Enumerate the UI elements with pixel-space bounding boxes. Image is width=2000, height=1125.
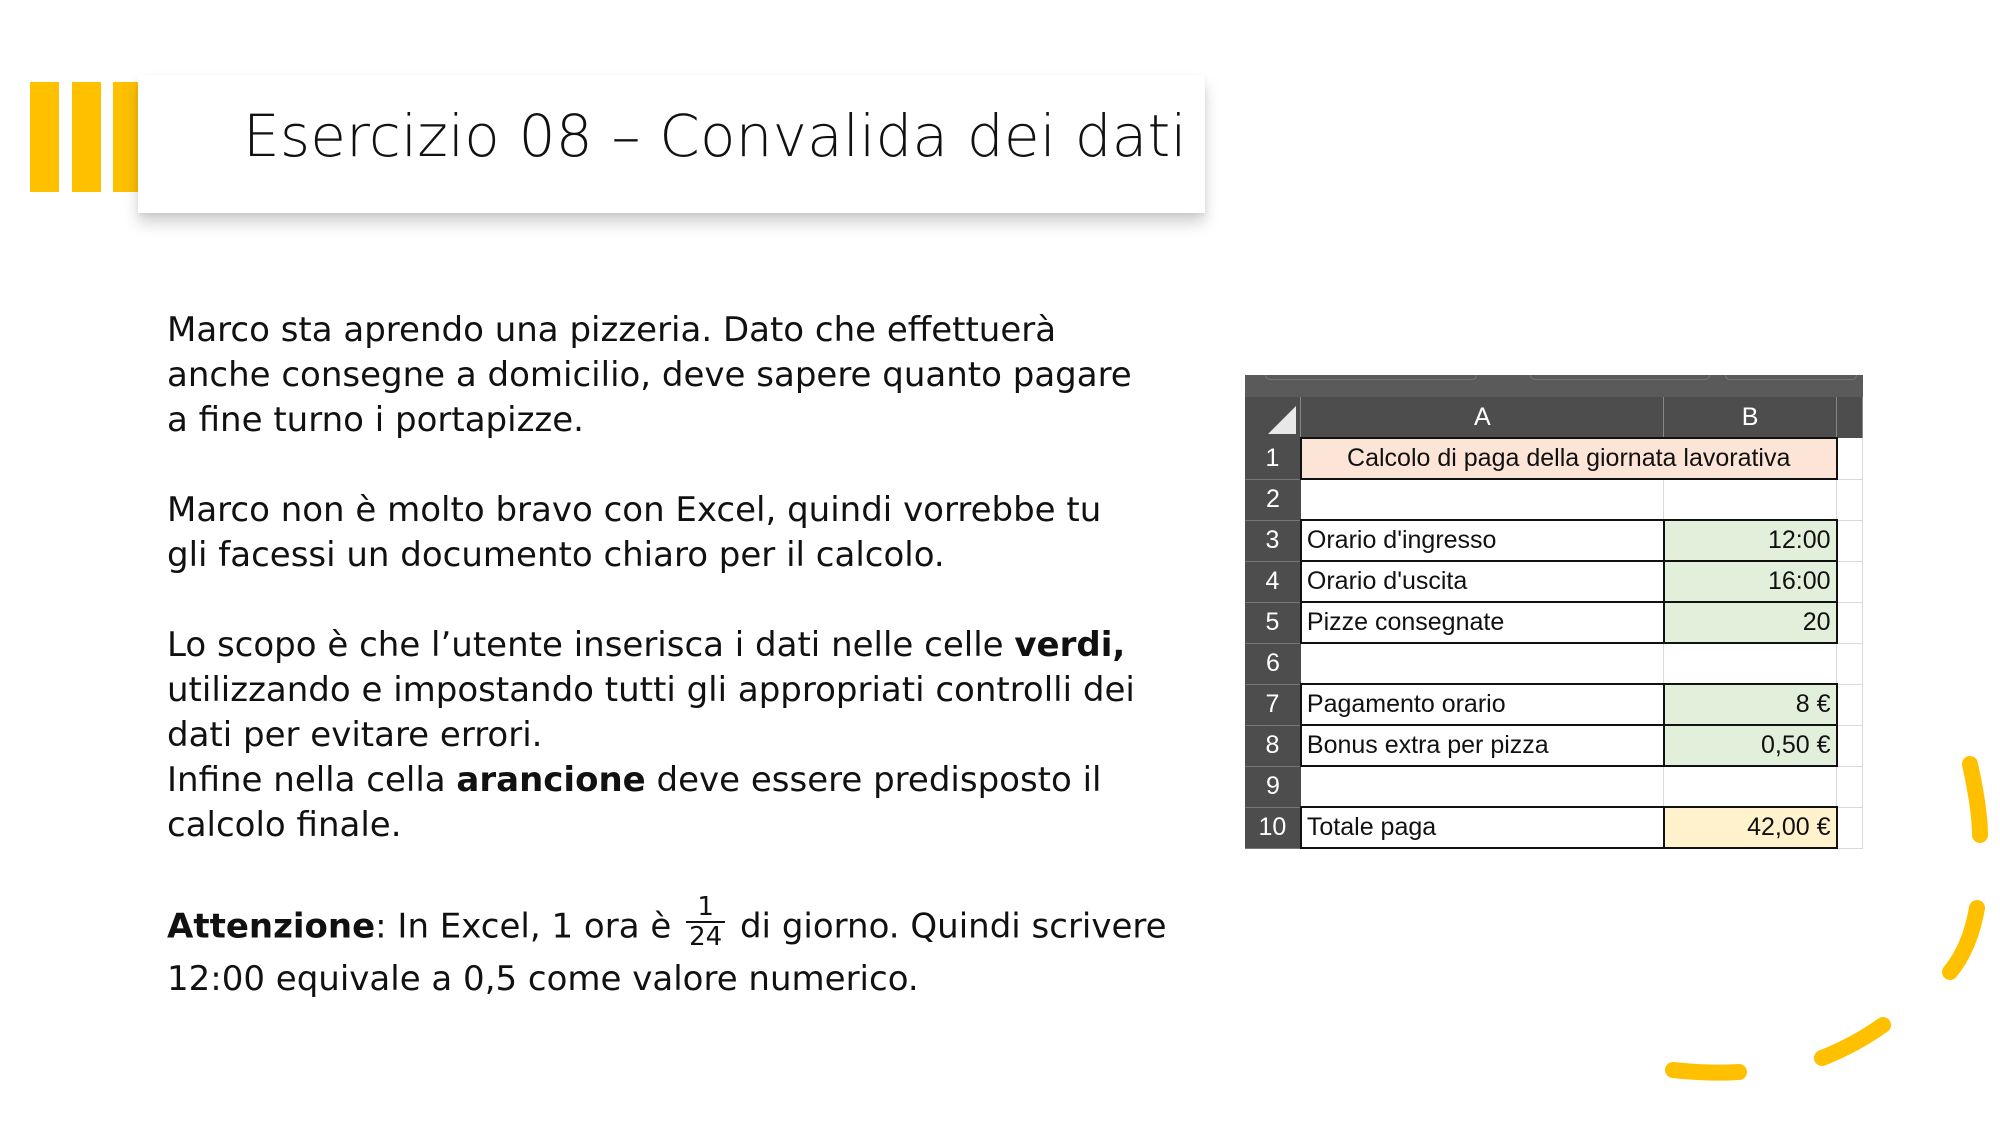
cell-input[interactable]: 12:00	[1664, 520, 1837, 561]
table-row	[1245, 561, 1863, 602]
cell-a[interactable]	[1301, 643, 1664, 684]
row-header[interactable]: 9	[1245, 766, 1301, 807]
cell-a[interactable]: Pizze consegnate	[1301, 602, 1664, 643]
paragraph-1	[167, 308, 1177, 443]
cell-input[interactable]: 16:00	[1664, 561, 1837, 602]
text-line: Marco non è molto bravo con Excel, quindi vorrebbe tu	[167, 490, 1102, 530]
cell-input[interactable]: 8 €	[1664, 684, 1837, 725]
cell-a[interactable]	[1301, 766, 1664, 807]
cell-a[interactable]: Bonus extra per pizza	[1301, 725, 1664, 766]
cell-b[interactable]	[1664, 479, 1837, 520]
deco-bar	[72, 82, 101, 192]
arc-dash	[1950, 908, 1977, 972]
cell-c[interactable]	[1837, 643, 1863, 684]
bold-attenzione: Attenzione	[167, 906, 376, 947]
row-header[interactable]: 4	[1245, 561, 1301, 602]
select-all-corner[interactable]	[1245, 397, 1301, 438]
cell-c[interactable]	[1837, 438, 1863, 479]
fraction-denominator: 24	[689, 922, 723, 952]
paragraph-4	[167, 892, 1177, 1002]
text-line: deve essere predisposto il	[645, 760, 1102, 800]
table-row	[1245, 643, 1863, 684]
slide-title: Esercizio 08 – Convalida dei dati	[243, 102, 1187, 170]
row-header[interactable]: 1	[1245, 438, 1301, 479]
cell-a[interactable]: Totale paga	[1301, 807, 1664, 848]
row-header[interactable]: 7	[1245, 684, 1301, 725]
text-line: gli facessi un documento chiaro per il calcolo.	[167, 535, 945, 575]
cell-c[interactable]	[1837, 561, 1863, 602]
arc-dash	[1822, 1025, 1883, 1058]
table-row	[1245, 479, 1863, 520]
cell-input[interactable]: 0,50 €	[1664, 725, 1837, 766]
table-row	[1245, 520, 1863, 561]
decorative-bars	[30, 82, 138, 192]
bold-verdi: verdi,	[1014, 625, 1126, 665]
cell-a[interactable]: Orario d'ingresso	[1301, 520, 1664, 561]
text-line: 12:00 equivale a 0,5 come valore numerico.	[167, 959, 919, 999]
text-line: Lo scopo è che l’utente inserisca i dati nelle celle	[167, 625, 1015, 665]
column-header-b[interactable]: B	[1664, 397, 1837, 438]
cell-title[interactable]: Calcolo di paga della giornata lavorativa	[1301, 438, 1837, 479]
deco-bar	[113, 82, 138, 192]
text-line: Marco sta aprendo una pizzeria. Dato che effettuerà	[167, 310, 1057, 350]
deco-bar	[30, 82, 59, 192]
column-header-c[interactable]	[1837, 397, 1863, 438]
paragraph-2	[167, 488, 1177, 578]
cell-c[interactable]	[1837, 479, 1863, 520]
table-row	[1245, 602, 1863, 643]
cell-c[interactable]	[1837, 684, 1863, 725]
title-card	[138, 75, 1205, 213]
decorative-dashed-arc	[1640, 740, 2000, 1120]
text-line: utilizzando e impostando tutti gli appropriati controlli dei	[167, 670, 1135, 710]
cell-input[interactable]: 20	[1664, 602, 1837, 643]
text-line: calcolo finale.	[167, 805, 402, 845]
cell-c[interactable]	[1837, 602, 1863, 643]
paragraph-3	[167, 623, 1177, 848]
text-line: : In Excel, 1 ora è	[375, 906, 683, 947]
text-line: di giorno. Quindi scrivere	[729, 906, 1167, 947]
cell-a[interactable]: Pagamento orario	[1301, 684, 1664, 725]
row-header[interactable]: 6	[1245, 643, 1301, 684]
arc-dash	[1970, 764, 1980, 835]
slide-body	[167, 308, 1177, 1002]
row-header[interactable]: 8	[1245, 725, 1301, 766]
fraction-numerator: 1	[686, 893, 725, 923]
cell-b[interactable]	[1664, 643, 1837, 684]
cell-a[interactable]	[1301, 479, 1664, 520]
bold-arancione: arancione	[456, 760, 646, 800]
row-header[interactable]: 10	[1245, 807, 1301, 848]
cell-c[interactable]	[1837, 520, 1863, 561]
text-line: Infine nella cella	[167, 760, 457, 800]
text-line: a fine turno i portapizze.	[167, 400, 584, 440]
sheet-top-strip	[1245, 375, 1863, 397]
text-line: anche consegne a domicilio, deve sapere quanto pagare	[167, 355, 1132, 395]
table-row	[1245, 438, 1863, 479]
table-row	[1245, 684, 1863, 725]
row-header[interactable]: 5	[1245, 602, 1301, 643]
row-header[interactable]: 2	[1245, 479, 1301, 520]
cell-total[interactable]: 42,00 €	[1664, 807, 1837, 848]
column-header-a[interactable]: A	[1301, 397, 1664, 438]
arc-dash	[1673, 1070, 1739, 1073]
text-line: dati per evitare errori.	[167, 715, 543, 755]
row-header[interactable]: 3	[1245, 520, 1301, 561]
fraction	[686, 893, 725, 951]
cell-a[interactable]: Orario d'uscita	[1301, 561, 1664, 602]
